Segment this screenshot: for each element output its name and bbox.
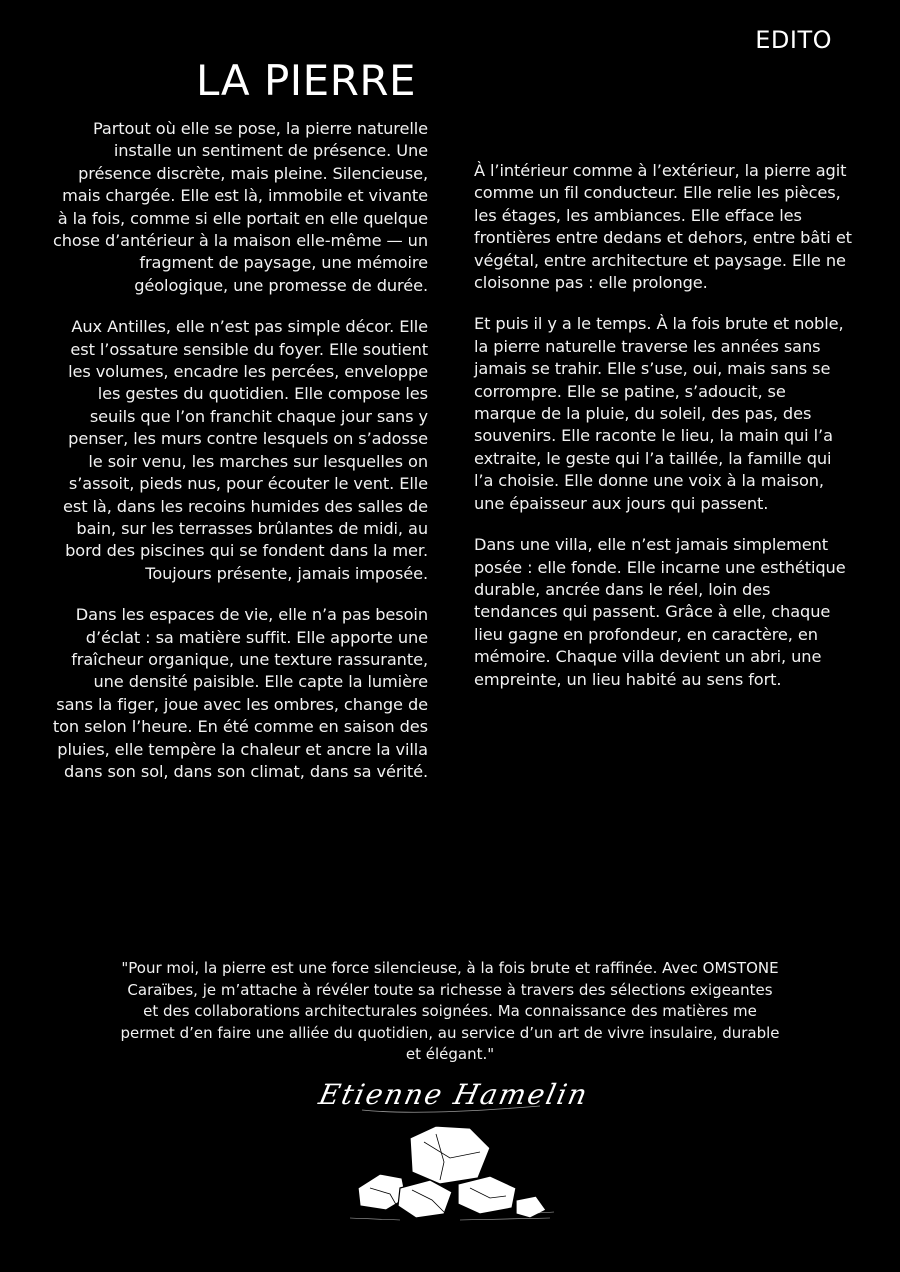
paragraph: Dans une villa, elle n’est jamais simplement posée : elle fonde. Elle incarne une esthétique durable, ancrée dans le réel, loin des tendances qui passent. Grâce à elle, chaque lieu gagne en profondeur, en caractère, en mémoire. Chaque villa devient un abri, une empreinte, un lieu habité au sens fort. bbox=[474, 535, 846, 689]
page-title: LA PIERRE bbox=[196, 56, 417, 105]
pull-quote: "Pour moi, la pierre est une force silencieuse, à la fois brute et raffinée. Avec OMSTONE Caraïbes, je m’attache à révéler toute sa richesse à travers des sélections exigeantes et des collaborations architecturales soignées. Ma connaissance des matières me permet d’en faire une alliée du quotidien, au service d’un art de vivre insulaire, durable et élégant." bbox=[120, 959, 780, 1063]
stones-illustration-icon bbox=[340, 1118, 560, 1228]
paragraph: Et puis il y a le temps. À la fois brute et noble, la pierre naturelle traverse les années sans jamais se trahir. Elle s’use, oui, mais sans se corrompre. Elle se patine, s’adoucit, se marque de la pluie, du soleil, des pas, des souvenirs. Elle raconte le lieu, la main qui l’a extraite, le geste qui l’a taillée, la famille qui l’a choisie. Elle donne une voix à la maison, une épaisseur aux jours qui passent. bbox=[474, 314, 844, 513]
paragraph: Aux Antilles, elle n’est pas simple décor. Elle est l’ossature sensible du foyer. Elle soutient les volumes, encadre les percées, enveloppe les gestes du quotidien. Elle compose les seuils que l’on franchit chaque jour sans y penser, les murs contre lesquels on s’adosse le soir venu, les marches sur lesquelles on s’assoit, pieds nus, pour écouter le vent. Elle est là, dans les recoins humides des salles de bain, sur les terrasses brûlantes de midi, au bord des piscines qui se fondent dans la mer. Toujours présente, jamais imposée. bbox=[63, 317, 428, 583]
paragraph: Partout où elle se pose, la pierre naturelle installe un sentiment de présence. Une présence discrète, mais pleine. Silencieuse, mais chargée. Elle est là, immobile et vivante à la fois, comme si elle portait en elle quelque chose d’antérieur à la maison elle-même — un fragment de paysage, une mémoire géologique, une promesse de durée. bbox=[52, 119, 428, 295]
paragraph: À l’intérieur comme à l’extérieur, la pierre agit comme un fil conducteur. Elle relie les pièces, les étages, les ambiances. Elle efface les frontières entre dedans et dehors, entre bâti et végétal, entre architecture et paysage. Elle ne cloisonne pas : elle prolonge. bbox=[474, 161, 852, 293]
right-column bbox=[474, 160, 852, 710]
paragraph: Dans les espaces de vie, elle n’a pas besoin d’éclat : sa matière suffit. Elle apporte une fraîcheur organique, une texture rassurante, une densité paisible. Elle capte la lumière sans la figer, joue avec les ombres, change de ton selon l’heure. En été comme en saison des pluies, elle tempère la chaleur et ancre la villa dans son sol, dans son climat, dans sa vérité. bbox=[52, 605, 428, 781]
signature bbox=[0, 1066, 900, 1126]
left-column bbox=[52, 118, 428, 802]
signature-text: Etienne Hamelin bbox=[316, 1078, 592, 1111]
section-label: EDITO bbox=[755, 26, 832, 54]
